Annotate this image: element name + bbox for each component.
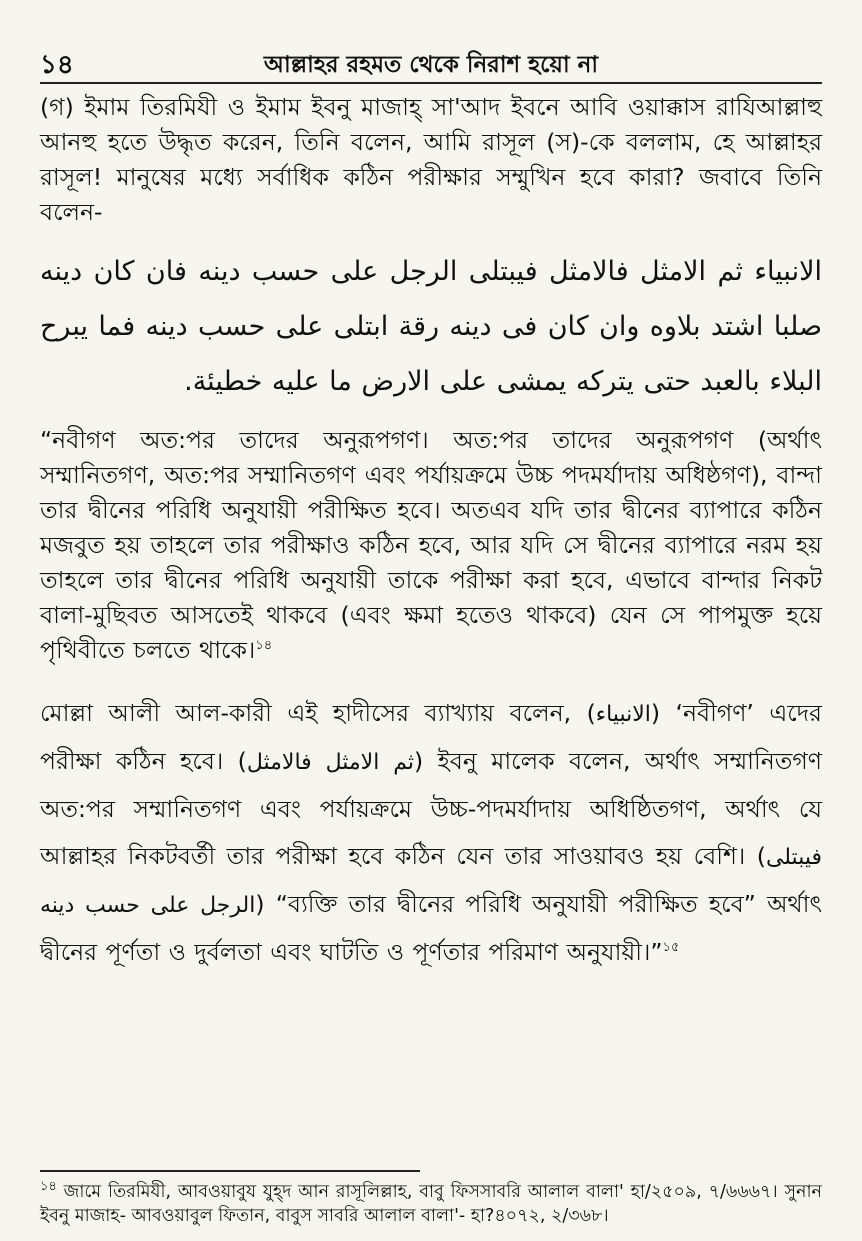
footnote-ref-14[interactable]: ১৪	[255, 638, 273, 654]
arabic-inline-amthal: ثم الامثل فالامثل	[246, 750, 415, 775]
commentary-text-c: ) ইবনু মালেক বলেন, অর্থাৎ সম্মানিতগণ অত:পর সম্মানিতগণ এবং পর্যায়ক্রমে উচ্চ-পদমর্যাদায় অধিষ্ঠিতগণ, অর্থাৎ যে আল্লাহর নিকটবর্তী তার পরীক্ষা হবে কঠিন যেন তার সাওয়াবও হয় বেশি। (	[40, 747, 822, 870]
paragraph-intro: (গ) ইমাম তিরমিযী ও ইমাম ইবনু মাজাহ্ সা'আদ ইবনে আবি ওয়াক্কাস রাযিআল্লাহু আনহু হতে উদ্ধৃত করেন, তিনি বলেন, আমি রাসূল (স)-কে বললাম, হে আল্লাহর রাসূল! মানুষের মধ্যে সর্বাধিক কঠিন পরীক্ষার সম্মুখিন হবে কারা? জবাবে তিনি বলেন-	[40, 93, 822, 226]
commentary-text-d: ) “ব্যক্তি তার দ্বীনের পরিধি অনুযায়ী পরীক্ষিত হবে” অর্থাৎ দ্বীনের পূর্ণতা ও দুর্বলতা এবং ঘাটতি ও পূর্ণতার পরিমাণ অনুযায়ী।”	[40, 890, 823, 966]
arabic-inline-anbiya: الانبياء	[595, 702, 651, 727]
page-body	[40, 90, 822, 976]
page-header	[40, 44, 822, 80]
arabic-inline-yubtala: فيبتلى الرجل على حسب دينه	[40, 845, 822, 918]
header-rule	[40, 82, 822, 84]
paragraph-commentary	[40, 690, 822, 976]
running-title: আল্লাহর রহমত থেকে নিরাশ হয়ো না	[263, 52, 599, 78]
footnote-rule	[40, 1170, 420, 1172]
footnote-text: জামে তিরমিযী, আবওয়াবুয যুহ্দ আন রাসূলিল্লাহ, বাবু ফিসসাবরি আলাল বালা' হা/২৫০৯, ৭/৬৬৬৭। সুনান ইবনু মাজাহ- আবওয়াবুল ফিতান, বাবুস সাবরি আলাল বালা'- হা?৪০৭২, ২/৩৬৮।	[40, 1182, 822, 1226]
translation-text: “নবীগণ অত:পর তাদের অনুরূপগণ। অত:পর তাদের অনুরূপগণ (অর্থাৎ সম্মানিতগণ, অত:পর সম্মানিতগণ এবং পর্যায়ক্রমে উচ্চ পদমর্যাদায় অধিষ্ঠগণ), বান্দা তার দ্বীনের পরিধি অনুযায়ী পরীক্ষিত হবে। অতএব যদি তার দ্বীনের ব্যাপারে কঠিন মজবুত হয় তাহলে তার পরীক্ষাও কঠিন হবে, আর যদি সে দ্বীনের ব্যাপারে নরম হয় তাহলে তার দ্বীনের পরিধি অনুযায়ী তাকে পরীক্ষা করা হবে, এভাবে বান্দার নিকট বালা-মুছিবত আসতেই থাকবে (এবং ক্ষমা হতেও থাকবে) যেন সে পাপমুক্ত হয়ে পৃথিবীতে চলতে থাকে।	[40, 426, 822, 664]
commentary-text-a: মোল্লা আলী আল-কারী এই হাদীসের ব্যাখ্যায় বলেন, (	[40, 699, 596, 727]
paragraph-translation	[40, 423, 822, 668]
commentary-text-b: ) ‘নবীগণ’ এদের পরীক্ষা কঠিন হবে। (	[40, 699, 822, 775]
page-number: ১৪	[40, 50, 74, 80]
footnote	[40, 1180, 822, 1228]
footnote-ref-15[interactable]: ১৫	[662, 940, 680, 956]
footnote-marker: ১৪	[40, 1179, 57, 1195]
arabic-hadith: الانبياء ثم الامثل فالامثل فيبتلى الرجل على حسب دينه فان كان دينه صلبا اشتد بلاوه وان كان فى دينه رقة ابتلى على حسب دينه فما يبرح البلاء بالعبد حتى يتركه يمشى على الارض ما عليه خطيئة.	[40, 256, 822, 397]
